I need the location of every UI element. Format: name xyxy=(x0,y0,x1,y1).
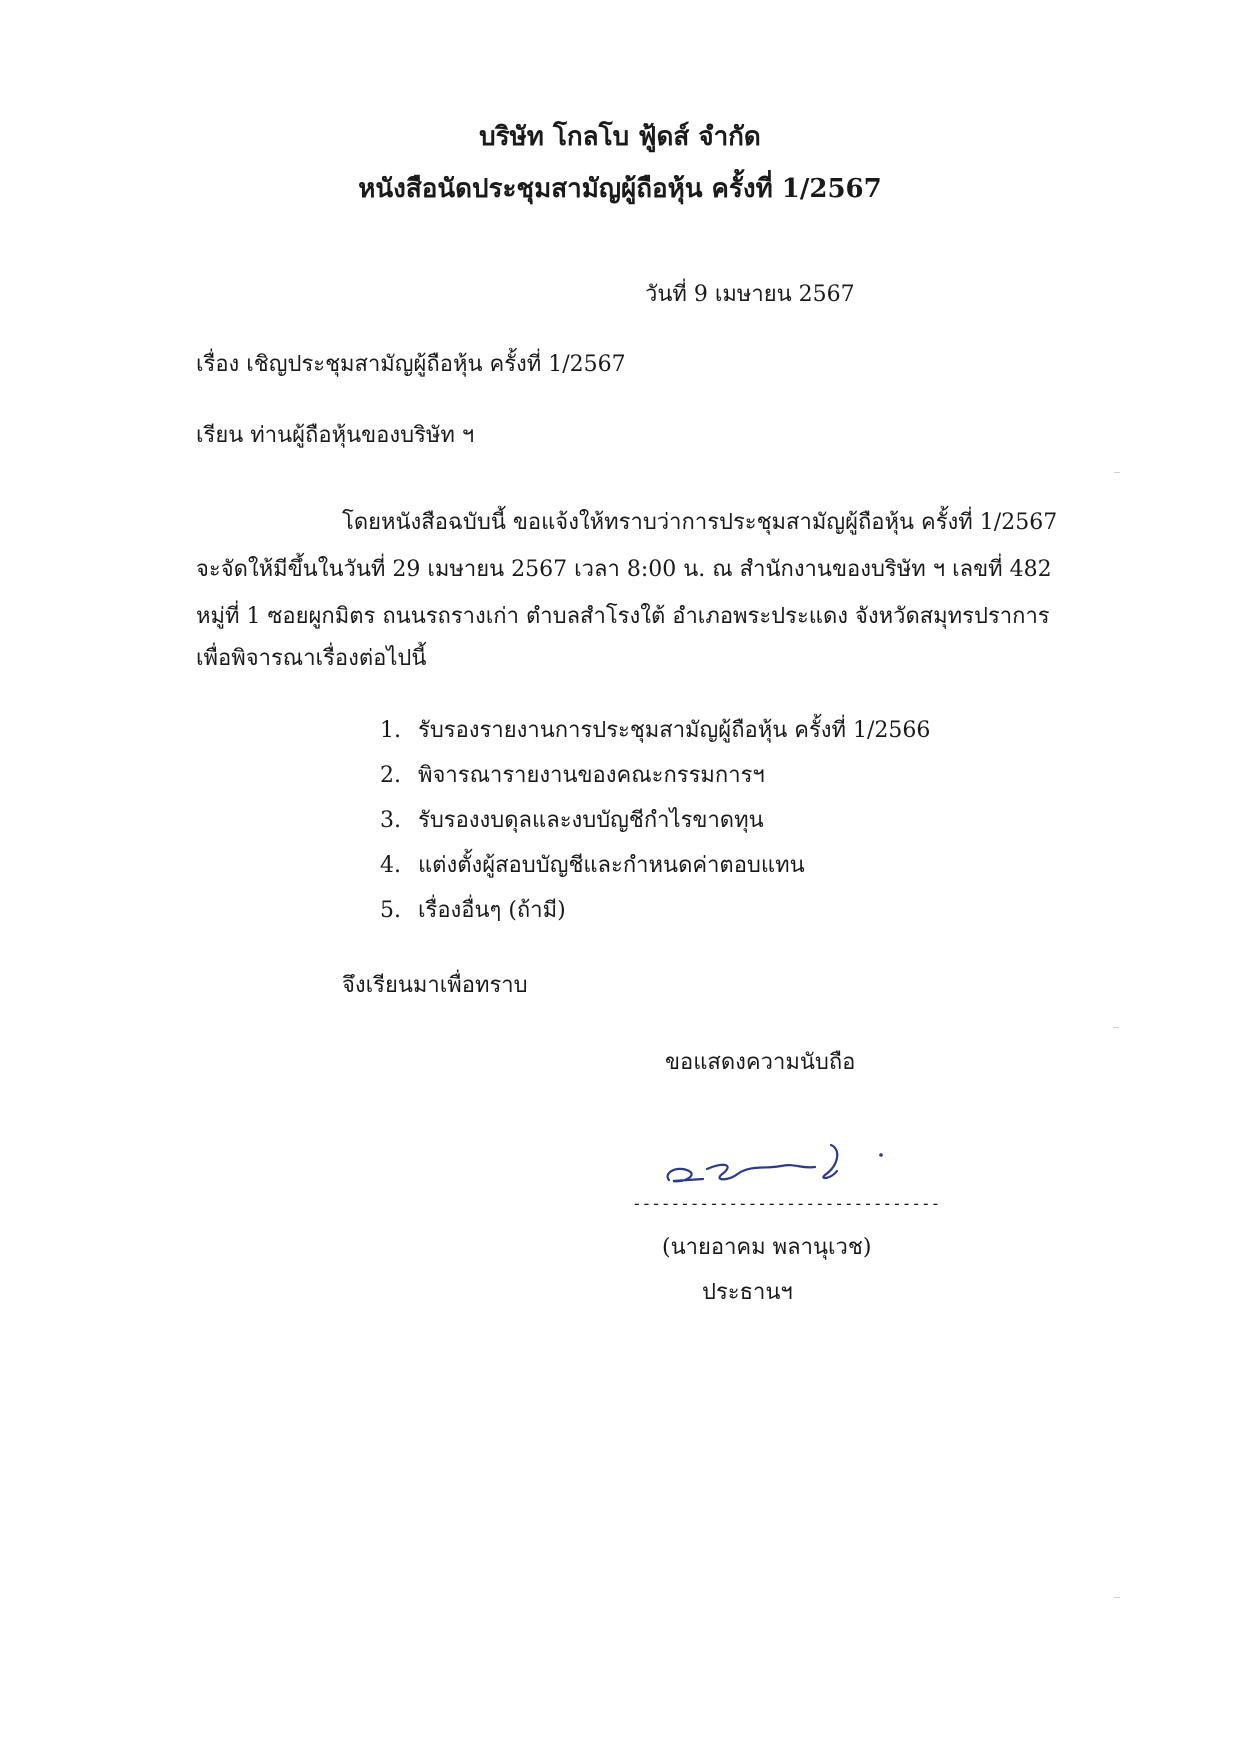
agenda-number: 4. xyxy=(380,853,401,878)
agenda-item xyxy=(380,900,566,922)
agenda-text: แต่งตั้งผู้สอบบัญชีและกำหนดค่าตอบแทน xyxy=(418,853,805,878)
agenda-number: 2. xyxy=(380,763,401,788)
signatory-name: (นายอาคม พลานุเวช) xyxy=(662,1235,872,1260)
date-line: วันที่ 9 เมษายน 2567 xyxy=(645,282,855,307)
document-title: หนังสือนัดประชุมสามัญผู้ถือหุ้น ครั้งที่ 1/2567 xyxy=(358,174,882,204)
body-line: จะจัดให้มีขึ้นในวันที่ 29 เมษายน 2567 เวลา 8:00 น. ณ สำนักงานของบริษัท ฯ เลขที่ 482 xyxy=(196,557,1052,582)
signature-line: -------------------------------- xyxy=(632,1194,941,1213)
agenda-number: 5. xyxy=(380,898,401,923)
body-line: โดยหนังสือฉบับนี้ ขอแจ้งให้ทราบว่าการประชุมสามัญผู้ถือหุ้น ครั้งที่ 1/2567 xyxy=(342,510,1058,535)
scan-speck xyxy=(1114,1597,1120,1598)
body-line: เพื่อพิจารณาเรื่องต่อไปนี้ xyxy=(196,646,427,671)
agenda-item xyxy=(380,855,805,877)
agenda-item xyxy=(380,720,930,742)
agenda-text: รับรองงบดุลและงบบัญชีกำไรขาดทุน xyxy=(418,808,764,833)
subject-line: เรื่อง เชิญประชุมสามัญผู้ถือหุ้น ครั้งที่ 1/2567 xyxy=(196,352,626,377)
scan-speck xyxy=(1113,1027,1119,1028)
addressee-line: เรียน ท่านผู้ถือหุ้นของบริษัท ฯ xyxy=(196,423,475,448)
agenda-text: เรื่องอื่นๆ (ถ้ามี) xyxy=(418,898,566,923)
closing-line: จึงเรียนมาเพื่อทราบ xyxy=(342,973,528,998)
signatory-position: ประธานฯ xyxy=(702,1280,793,1305)
agenda-number: 3. xyxy=(380,808,401,833)
scan-speck xyxy=(1114,472,1120,473)
company-name: บริษัท โกลโบ ฟู้ดส์ จำกัด xyxy=(479,122,761,152)
agenda-item xyxy=(380,810,764,832)
body-line: หมู่ที่ 1 ซอยผูกมิตร ถนนรถรางเก่า ตำบลสำโรงใต้ อำเภอพระประแดง จังหวัดสมุทรปราการ xyxy=(196,604,1050,629)
agenda-text: พิจารณารายงานของคณะกรรมการฯ xyxy=(418,763,765,788)
agenda-number: 1. xyxy=(380,718,401,743)
agenda-item xyxy=(380,765,765,787)
regards-line: ขอแสดงความนับถือ xyxy=(665,1050,856,1075)
agenda-text: รับรองรายงานการประชุมสามัญผู้ถือหุ้น ครั้งที่ 1/2566 xyxy=(418,718,931,743)
